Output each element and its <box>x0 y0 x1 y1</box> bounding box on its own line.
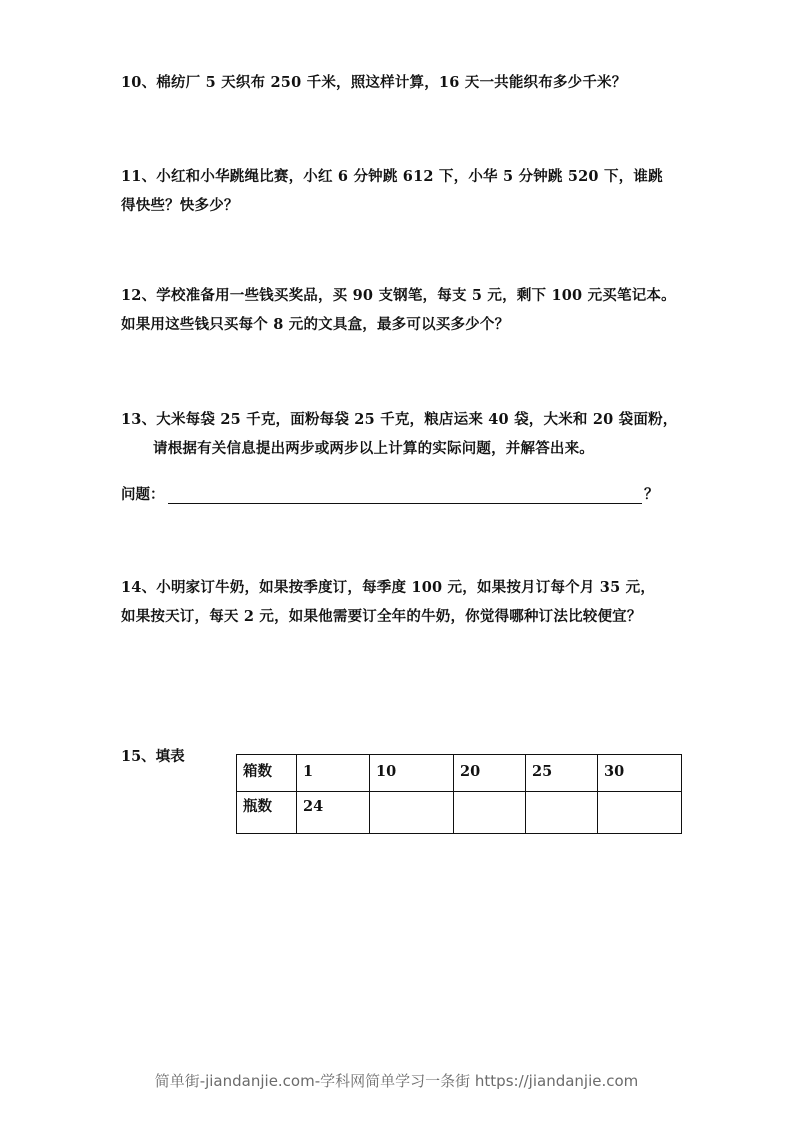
question-11-line-2: 得快些？快多少？ <box>121 197 239 214</box>
table-cell: 1 <box>297 755 370 792</box>
table-cell-blank[interactable] <box>598 792 682 834</box>
question-12-line-1: 12、学校准备用一些钱买奖品，买 90 支钢笔，每支 5 元，剩下 100 元买笔记本。 <box>121 287 676 304</box>
question-label: 问题： <box>121 486 165 503</box>
table-row-boxes <box>237 755 682 792</box>
question-12 <box>121 281 691 339</box>
table-header-bottles: 瓶数 <box>237 792 297 834</box>
question-11-line-1: 11、小红和小华跳绳比赛，小红 6 分钟跳 612 下，小华 5 分钟跳 520 下，谁跳 <box>121 168 663 185</box>
table-cell-blank[interactable] <box>454 792 526 834</box>
fill-in-table <box>236 754 682 834</box>
question-13-answer-row <box>121 483 661 507</box>
question-10 <box>121 68 691 97</box>
table-cell: 30 <box>598 755 682 792</box>
question-12-line-2: 如果用这些钱只买每个 8 元的文具盒，最多可以买多少个？ <box>121 316 510 333</box>
question-14-line-2: 如果按天订，每天 2 元，如果他需要订全年的牛奶，你觉得哪种订法比较便宜？ <box>121 608 642 625</box>
table-cell: 10 <box>370 755 454 792</box>
question-15-label: 15、填表 <box>121 748 185 765</box>
footer-watermark: 简单街-jiandanjie.com-学科网简单学习一条街 https://jiandanjie.com <box>154 1072 639 1090</box>
table-cell-blank[interactable] <box>370 792 454 834</box>
question-mark: ？ <box>644 486 659 503</box>
question-11 <box>121 162 691 220</box>
table-row-bottles <box>237 792 682 834</box>
table-cell: 20 <box>454 755 526 792</box>
question-13-line-2: 请根据有关信息提出两步或两步以上计算的实际问题，并解答出来。 <box>153 440 594 457</box>
question-14-line-1: 14、小明家订牛奶，如果按季度订，每季度 100 元，如果按月订每个月 35 元， <box>121 579 656 596</box>
table-header-boxes: 箱数 <box>237 755 297 792</box>
question-blank-line[interactable] <box>168 503 642 504</box>
question-13 <box>121 405 691 463</box>
question-14 <box>121 573 691 631</box>
question-10-line-1: 10、棉纺厂 5 天织布 250 千米，照这样计算，16 天一共能织布多少千米？ <box>121 74 627 91</box>
table-cell-blank[interactable] <box>526 792 598 834</box>
question-13-line-1: 13、大米每袋 25 千克，面粉每袋 25 千克，粮店运来 40 袋，大米和 20 袋面粉， <box>121 411 678 428</box>
table-cell: 24 <box>297 792 370 834</box>
table-cell: 25 <box>526 755 598 792</box>
